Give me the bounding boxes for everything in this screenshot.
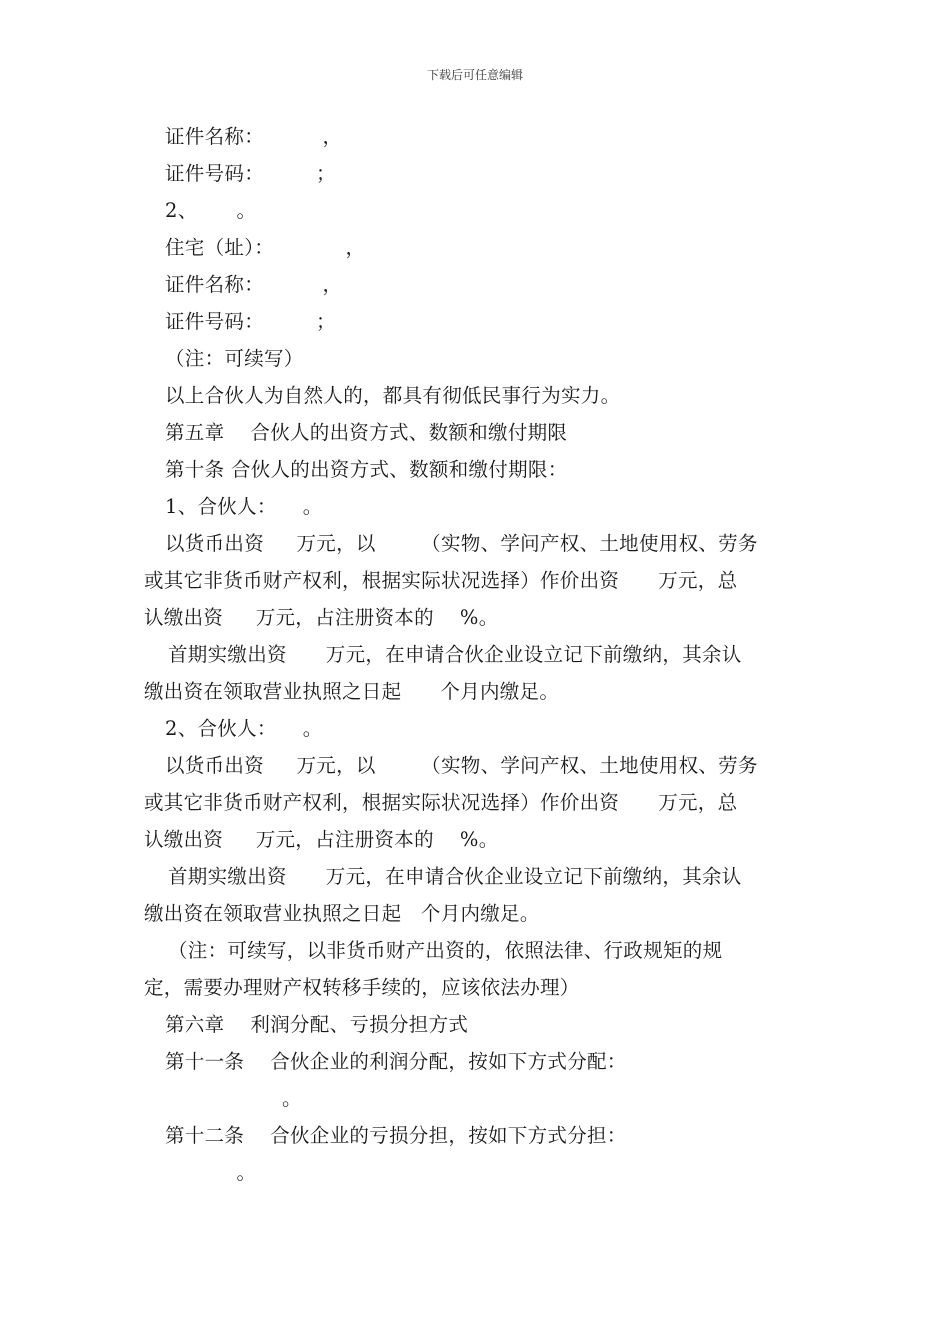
text-line: 证件名称： ， <box>165 125 343 148</box>
text-line: 。 <box>165 1161 257 1184</box>
text-line: 首期实缴出资 万元，在申请合伙企业设立记下前缴纳，其余认 <box>168 643 742 666</box>
text-line: 2、合伙人： 。 <box>165 717 323 740</box>
note-line: 定，需要办理财产权转移手续的，应该依法办理） <box>144 976 580 999</box>
text-line: 住宅（址）： ， <box>165 236 366 259</box>
text-line: 。 <box>165 1087 302 1110</box>
page-header: 下载后可任意编辑 <box>426 68 523 82</box>
text-line: 1、合伙人： 。 <box>165 495 323 518</box>
chapter-heading: 第六章 利润分配、亏损分担方式 <box>165 1013 469 1036</box>
article-heading: 第十一条 合伙企业的利润分配，按如下方式分配： <box>165 1050 627 1073</box>
text-line: （注：可续写） <box>165 347 304 370</box>
text-line: 认缴出资 万元，占注册资本的 %。 <box>144 606 499 629</box>
article-heading: 第十条 合伙人的出资方式、数额和缴付期限： <box>165 458 568 481</box>
text-line: 证件号码： ； <box>165 162 336 185</box>
text-line: 以货币出资 万元，以 （实物、学问产权、土地使用权、劳务 <box>165 532 758 555</box>
text-line: 缴出资在领取营业执照之日起 个月内缴足。 <box>144 680 560 703</box>
text-line: 认缴出资 万元，占注册资本的 %。 <box>144 828 499 851</box>
text-line: 以上合伙人为自然人的，都具有彻低民事行为实力。 <box>165 384 621 407</box>
note-line: （注：可续写，以非货币财产出资的，依照法律、行政规矩的规 <box>168 939 723 962</box>
text-line: 证件名称： ， <box>165 273 343 296</box>
text-line: 或其它非货币财产权利，根据实际状况选择）作价出资 万元，总 <box>144 569 738 592</box>
text-line: 以货币出资 万元，以 （实物、学问产权、土地使用权、劳务 <box>165 754 758 777</box>
text-line: 首期实缴出资 万元，在申请合伙企业设立记下前缴纳，其余认 <box>168 865 742 888</box>
article-heading: 第十二条 合伙企业的亏损分担，按如下方式分担： <box>165 1124 627 1147</box>
document-body <box>144 118 810 1191</box>
text-line: 2、 。 <box>165 199 257 222</box>
chapter-heading: 第五章 合伙人的出资方式、数额和缴付期限 <box>165 421 568 444</box>
text-line: 缴出资在领取营业执照之日起 个月内缴足。 <box>144 902 540 925</box>
text-line: 证件号码： ； <box>165 310 336 333</box>
text-line: 或其它非货币财产权利，根据实际状况选择）作价出资 万元，总 <box>144 791 738 814</box>
